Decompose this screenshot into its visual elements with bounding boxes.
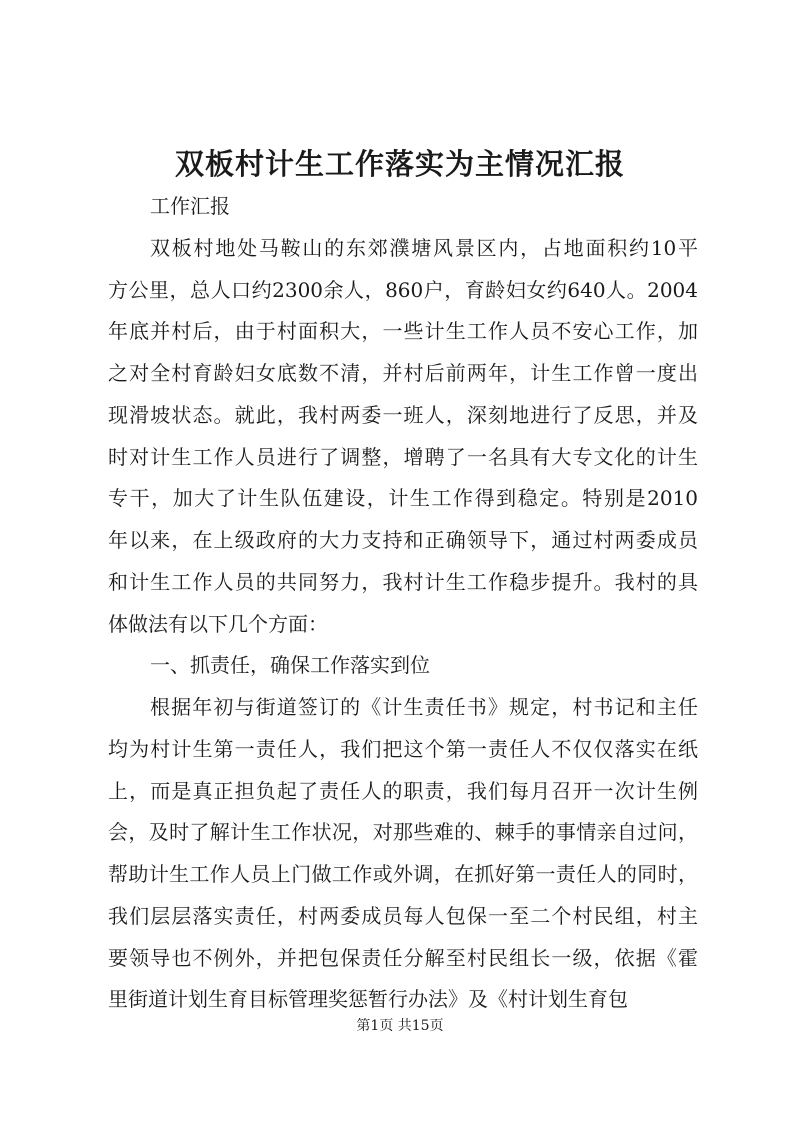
text-line: 里街道计划生育目标管理奖惩暂行办法》及《村计划生育包 xyxy=(108,987,628,1012)
text-line: 会，及时了解计生工作状况，对那些难的、棘手的事情亲自过问， xyxy=(108,820,698,845)
text-line: 年底并村后，由于村面积大，一些计生工作人员不安心工作，加 xyxy=(108,319,698,344)
document-title: 双板村计生工作落实为主情况汇报 xyxy=(174,147,625,181)
text-line: 双板村地处马鞍山的东郊濮塘风景区内，占地面积约10平 xyxy=(150,235,698,260)
section-heading: 一、抓责任，确保工作落实到位 xyxy=(150,653,430,678)
text-line: 现滑坡状态。就此，我村两委一班人，深刻地进行了反思，并及 xyxy=(108,402,698,427)
text-line: 要领导也不例外，并把包保责任分解至村民组长一级，依据《霍 xyxy=(108,945,698,970)
page-footer: 第1页 共15页 xyxy=(356,1018,444,1034)
text-line: 均为村计生第一责任人，我们把这个第一责任人不仅仅落实在纸 xyxy=(108,736,698,761)
text-line: 上，而是真正担负起了责任人的职责，我们每月召开一次计生例 xyxy=(108,778,698,803)
document-body xyxy=(108,186,698,1021)
text-line: 体做法有以下几个方面： xyxy=(108,611,328,636)
text-line: 工作汇报 xyxy=(150,194,230,218)
text-line: 方公里，总人口约2300余人，860户，育龄妇女约640人。2004 xyxy=(108,277,698,302)
text-line: 帮助计生工作人员上门做工作或外调，在抓好第一责任人的同时， xyxy=(108,862,698,886)
text-line: 和计生工作人员的共同努力，我村计生工作稳步提升。我村的具 xyxy=(108,569,698,594)
text-line: 之对全村育龄妇女底数不清，并村后前两年，计生工作曾一度出 xyxy=(108,361,698,385)
text-line: 我们层层落实责任，村两委成员每人包保一至二个村民组，村主 xyxy=(108,903,698,928)
text-line: 年以来，在上级政府的大力支持和正确领导下，通过村两委成员 xyxy=(108,528,698,552)
text-line: 根据年初与街道签订的《计生责任书》规定，村书记和主任 xyxy=(150,695,698,719)
text-line: 时对计生工作人员进行了调整，增聘了一名具有大专文化的计生 xyxy=(108,444,698,469)
text-line: 专干，加大了计生队伍建设，计生工作得到稳定。特别是2010 xyxy=(108,486,698,511)
